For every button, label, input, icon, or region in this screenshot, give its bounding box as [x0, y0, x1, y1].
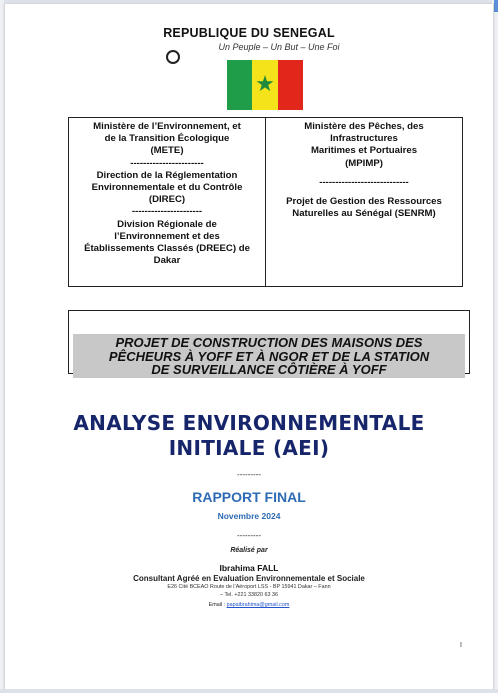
star-icon: ★: [255, 71, 275, 96]
realised-by-label: Réalisé par: [230, 547, 268, 554]
separator-dashes: ----------------------------: [319, 176, 409, 188]
republic-motto: Un Peuple – Un But – Une Foi: [218, 42, 340, 52]
spacer: [272, 189, 456, 196]
spacer: [272, 170, 456, 177]
project-title-line: DE SURVEILLANCE CÔTIÈRE À YOFF: [151, 362, 387, 377]
ministry-line: Projet de Gestion des Ressources: [286, 196, 442, 208]
separator-dashes: -----------------------: [130, 157, 204, 169]
report-title-line: INITIALE (AEI): [168, 436, 330, 460]
project-title-line: PÊCHEURS À YOFF ET À NGOR ET DE LA STATION: [108, 348, 430, 364]
author-name: Ibrahima FALL: [219, 563, 279, 573]
ministry-line: Infrastructures: [330, 133, 398, 145]
consultant-title: Consultant Agréé en Evaluation Environnementale et Sociale: [133, 574, 365, 583]
report-subtitle: RAPPORT FINAL: [192, 489, 306, 505]
ministry-line: Dakar: [153, 255, 181, 267]
ministry-line: Division Régionale de: [117, 218, 217, 230]
ministry-line: (METE): [150, 145, 184, 157]
project-title: [73, 334, 465, 378]
scrollbar-thumb[interactable]: [494, 0, 498, 12]
ministry-line: de la Transition Écologique: [104, 133, 230, 145]
email-label: Email :: [208, 602, 227, 608]
email-link[interactable]: papaibrahima@gmail.com: [226, 602, 290, 608]
ministry-line: Environnementale et du Contrôle: [91, 182, 243, 194]
ministry-line: Établissements Classés (DREEC) de: [84, 243, 250, 255]
ministry-line: l’Environnement et des: [114, 230, 220, 242]
separator-dashes: ---------: [237, 531, 261, 540]
ministry-line: (MPIMP): [345, 157, 383, 169]
author-address: E26 Cité BCEAO Route de l’Aéroport LSS - BP 15941 Dakar – Fann: [167, 584, 331, 590]
senegal-flag-icon: [227, 60, 303, 110]
author-email: [5, 602, 493, 608]
ministry-line: Ministère de l’Environnement, et: [93, 121, 241, 132]
ministries-table: [68, 117, 463, 287]
document-page: [4, 4, 494, 689]
window-bottom-edge: [0, 689, 498, 693]
ministry-line: Direction de la Réglementation: [96, 169, 238, 181]
report-title-line: ANALYSE ENVIRONNEMENTALE: [73, 411, 425, 435]
ministry-line: Maritimes et Portuaires: [310, 145, 418, 157]
separator-dashes: ----------------------: [131, 206, 203, 218]
circle-icon: [166, 50, 180, 64]
ministry-line: (DIREC): [148, 194, 186, 206]
project-title-line: PROJET DE CONSTRUCTION DES MAISONS DES: [115, 335, 423, 350]
ministry-left-column: [69, 118, 266, 286]
report-date: Novembre 2024: [217, 511, 281, 521]
report-title: [5, 411, 493, 461]
page-number: I: [460, 642, 462, 649]
ministry-line: Naturelles au Sénégal (SENRM): [292, 208, 436, 220]
separator-dashes: ---------: [237, 470, 261, 479]
ministry-line: Ministère des Pêches, des: [304, 121, 424, 132]
project-title-box: [68, 310, 470, 377]
ministry-right-column: [266, 118, 462, 286]
republic-title: REPUBLIQUE DU SENEGAL: [163, 26, 335, 40]
author-phone: – Tel. +221 33820 63 36: [220, 592, 278, 598]
